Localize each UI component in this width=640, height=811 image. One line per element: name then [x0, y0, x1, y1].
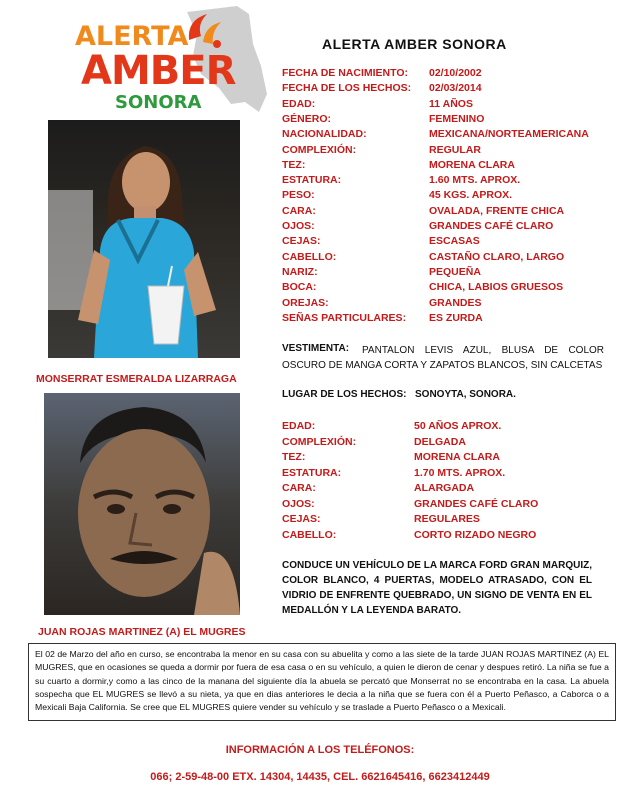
- vehicle-description: CONDUCE UN VEHÍCULO DE LA MARCA FORD GRAN MARQUIZ, COLOR BLANCO, 4 PUERTAS, MODELO ATRASADO, CON EL VIDRIO DE ENFRENTE QUEBRADO, UN SIGNO DE VENTA EN EL MEDALLÓN Y LA LEYENDA BARATO.: [282, 560, 592, 616]
- contact-numbers: 066; 2-59-48-00 ETX. 14304, 14435, CEL. 6621645416, 6623412449: [150, 771, 490, 783]
- logo-text-alerta: ALERTA: [75, 21, 189, 52]
- child-photo: [48, 120, 240, 358]
- incident-narrative: El 02 de Marzo del año en curso, se encontraba la menor en su casa con su abuelita y como a las siete de la tarde JUAN ROJAS MARTINEZ (A) EL MUGRES, que en ocasiones se queda a dormir por fuera de esa casa o en su vehículo, a quien le dieron de cenar y despues retiró. La niña se fue a su cuarto a dormir,y como a las cinco de la manana del siguiente día la abuela se percató que Monserrat no se encontraba en la casa. La abuela sospecha que EL MUGRES se llevó a su nieta, ya que en dias anteriores le decia a la niña que se fuera con él a Puerto Peñasco, a Caborca o a Mexicali Baja California. Se cree que EL MUGRES quiere vender su vehículo y se traslade a Puerto Peñasco o a Mexicali.: [28, 643, 616, 721]
- contact-heading: INFORMACIÓN A LOS TELÉFONOS:: [225, 744, 415, 756]
- page-title: ALERTA AMBER SONORA: [322, 36, 507, 52]
- alerta-amber-logo: [75, 4, 235, 116]
- logo-text-amber: AMBER: [81, 48, 236, 94]
- suspect-name-caption: JUAN ROJAS MARTINEZ (A) EL MUGRES: [38, 626, 246, 638]
- lugar-label: LUGAR DE LOS HECHOS:: [282, 389, 407, 400]
- child-photo-illustration: [48, 120, 240, 358]
- vestimenta-label: VESTIMENTA:: [282, 343, 350, 354]
- suspect-photo: [44, 393, 240, 615]
- logo-text-sonora: SONORA: [115, 92, 202, 113]
- child-name-caption: MONSERRAT ESMERALDA LIZARRAGA: [36, 373, 237, 385]
- vestimenta-text: PANTALON LEVIS AZUL, BLUSA DE COLOR OSCURO DE MANGA CORTA Y ZAPATOS BLANCOS, SIN CALCETAS: [282, 345, 604, 371]
- lugar-value: SONOYTA, SONORA.: [415, 389, 516, 400]
- suspect-photo-illustration: [44, 393, 240, 615]
